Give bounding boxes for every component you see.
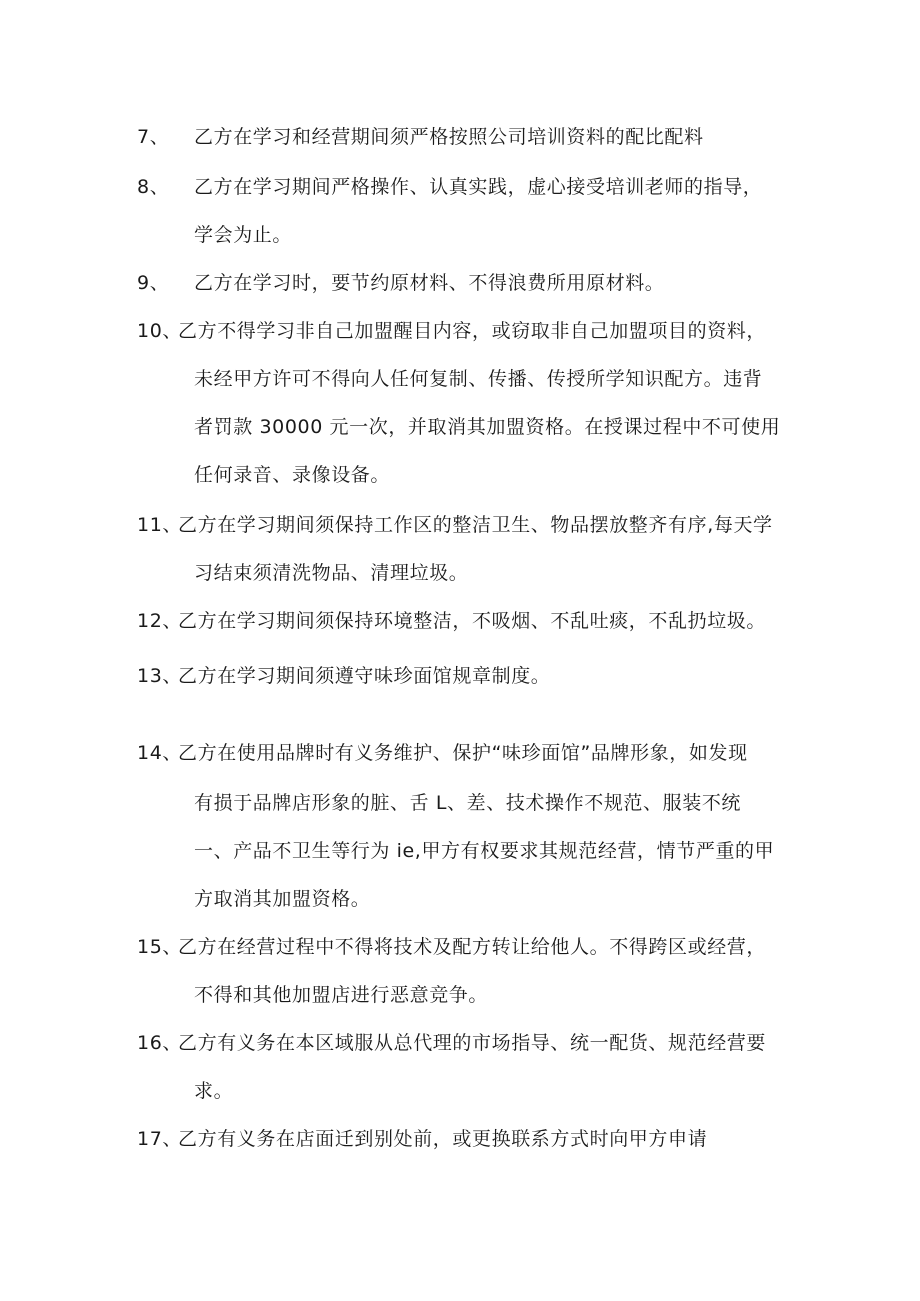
clause-text-line: 乙方在使用品牌时有义务维护、保护“味珍面馆”品牌形象，如发现 (178, 742, 748, 764)
clause-text-line: 乙方在学习和经营期间须严格按照公司培训资料的配比配料 (194, 126, 704, 148)
clause-text-line: 乙方在学习期间须保持环境整洁，不吸烟、不乱吐痰，不乱扔垃圾。 (178, 610, 767, 632)
clause-number: 15、 (137, 936, 182, 958)
clause-text-line: 者罚款 30000 元一次，并取消其加盟资格。在授课过程中不可使用 (194, 416, 781, 438)
clause-text-line: 乙方在学习期间须遵守味珍面馆规章制度。 (178, 665, 551, 687)
clause-number: 17、 (137, 1128, 182, 1150)
clause-number: 12、 (137, 610, 182, 632)
clause-text-line: 一、产品不卫生等行为 ie,甲方有权要求其规范经营，情节严重的甲 (194, 840, 775, 862)
clause-text-line: 任何录音、录像设备。 (194, 464, 391, 486)
clause-number: 13、 (137, 665, 182, 687)
clause-number: 8、 (137, 176, 170, 198)
clause-text-line: 习结束须清洗物品、清理垃圾。 (194, 562, 469, 584)
clause-text-line: 有损于品牌店形象的脏、舌 L、差、技术操作不规范、服装不统 (194, 792, 742, 814)
clause-text-line: 乙方在经营过程中不得将技术及配方转让给他人。不得跨区或经营， (178, 936, 767, 958)
clause-text-line: 乙方有义务在本区域服从总代理的市场指导、统一配货、规范经营要 (178, 1032, 767, 1054)
clause-number: 16、 (137, 1032, 182, 1054)
clause-text-line: 乙方有义务在店面迁到别处前，或更换联系方式时向甲方申请 (178, 1128, 708, 1150)
clause-text-line: 求。 (194, 1080, 234, 1102)
clause-number: 11、 (137, 514, 182, 536)
clause-number: 14、 (137, 742, 182, 764)
clause-text-line: 乙方在学习期间严格操作、认真实践，虚心接受培训老师的指导， (194, 176, 763, 198)
clause-number: 9、 (137, 272, 170, 294)
clause-text-line: 未经甲方许可不得向人任何复制、传播、传授所学知识配方。违背 (194, 368, 763, 390)
clause-text-line: 不得和其他加盟店进行恶意竞争。 (194, 984, 489, 1006)
clause-number: 10、 (137, 320, 182, 342)
clause-text-line: 方取消其加盟资格。 (194, 888, 371, 910)
clause-text-line: 乙方不得学习非自己加盟醒目内容，或窃取非自己加盟项目的资料， (178, 320, 767, 342)
clause-text-line: 学会为止。 (194, 224, 293, 246)
clause-text-line: 乙方在学习时，要节约原材料、不得浪费所用原材料。 (194, 272, 665, 294)
clause-text-line: 乙方在学习期间须保持工作区的整洁卫生、物品摆放整齐有序,每天学 (178, 514, 773, 536)
clause-number: 7、 (137, 126, 170, 148)
